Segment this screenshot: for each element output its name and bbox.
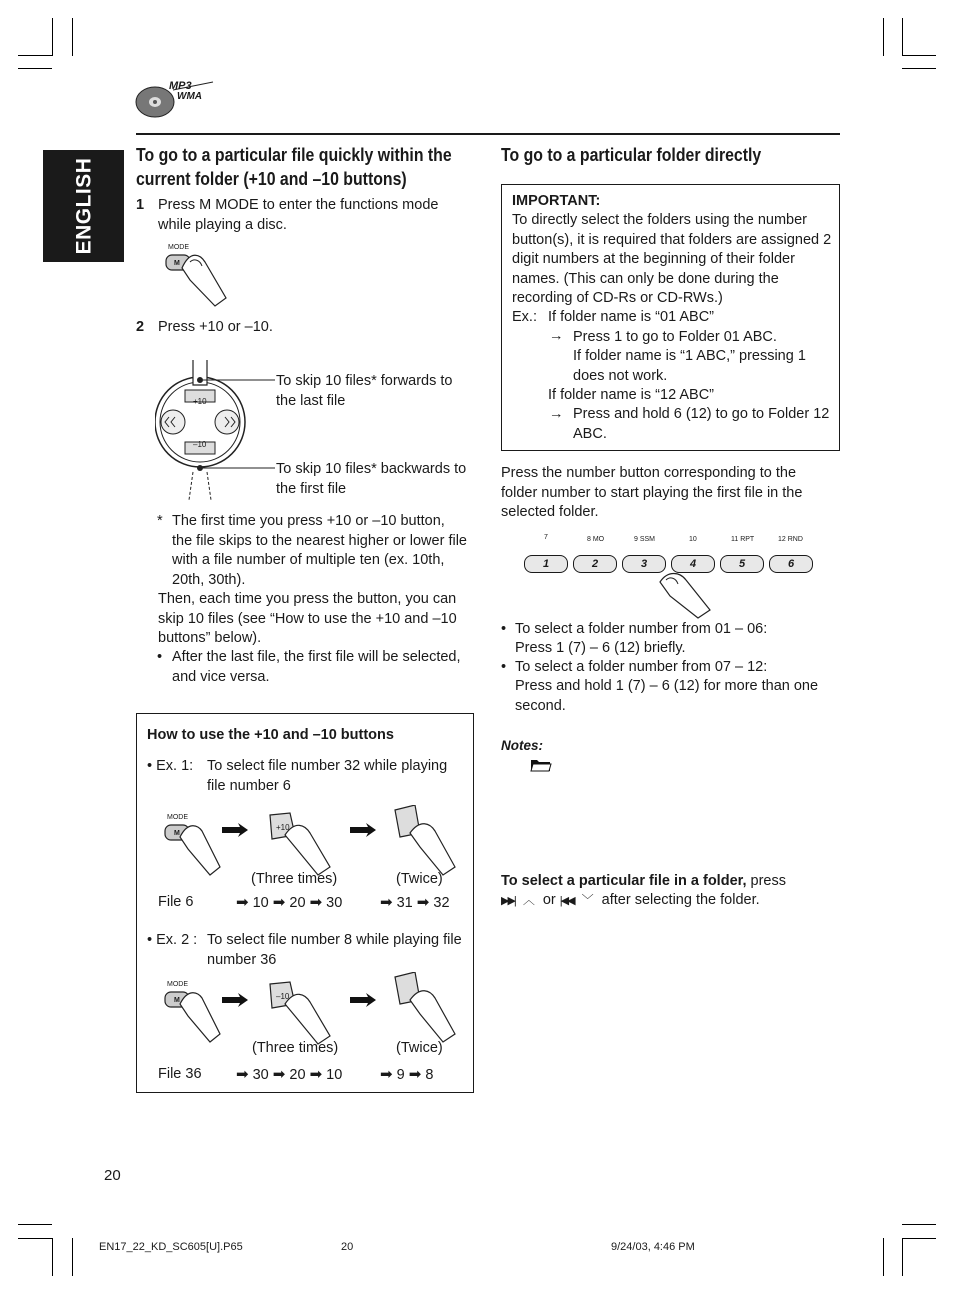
- logo-wma: WMA: [177, 91, 202, 102]
- finger-icon: [520, 530, 820, 620]
- ex-label: Ex.:: [512, 309, 537, 325]
- ex1-plus10-label: +10: [276, 823, 290, 832]
- folder-icon: [530, 758, 552, 772]
- arrow-icon: ➡: [416, 894, 430, 911]
- right-heading: To go to a particular folder directly: [501, 145, 762, 165]
- arrow-icon: ➡: [272, 894, 286, 911]
- ex1-sequence-a: [236, 893, 342, 914]
- number-keys-illustration: [520, 530, 820, 620]
- ex-line1b: If folder name is “1 ABC,” pressing 1 does not work.: [573, 348, 806, 384]
- number-key-5: 5: [720, 555, 764, 573]
- plus10-label: +10: [193, 397, 207, 406]
- mode-label: MODE: [168, 244, 189, 251]
- select-file-bold: To select a particular file in a folder,: [501, 873, 747, 889]
- important-title: IMPORTANT:: [512, 193, 601, 209]
- key-top-5: 11 RPT: [731, 536, 755, 543]
- bullet-dot: •: [501, 659, 507, 675]
- key-top-1: 7: [544, 534, 548, 541]
- chevron-down-icon: ﹀: [581, 893, 594, 907]
- ex1-seq-a-1: 20: [289, 895, 306, 911]
- ex1-text: To select file number 32 while playing file number 6: [207, 758, 448, 794]
- ex2-seq-a-1: 20: [289, 1067, 306, 1083]
- arrow-right-icon: →: [549, 328, 564, 344]
- arrow-right-icon: →: [549, 406, 564, 422]
- logo-mp3: MP3: [169, 80, 192, 92]
- ex-arrow1: Press 1 to go to Folder 01 ABC.: [573, 329, 777, 345]
- footnote-star: *: [157, 513, 163, 529]
- select-file-line2: [501, 891, 760, 912]
- bullet2-line1: To select a folder number from 07 – 12:: [515, 659, 768, 675]
- number-key-1: 1: [524, 555, 568, 573]
- bullet1-line1: To select a folder number from 01 – 06:: [515, 621, 768, 637]
- select-file-press: press: [746, 873, 787, 889]
- top-rule: [136, 133, 840, 135]
- ex1-seq-b-0: 31: [396, 895, 413, 911]
- footer-center-number: 20: [341, 1241, 354, 1253]
- ex1-three-times: (Three times): [251, 871, 338, 887]
- mp3-wma-logo: [133, 80, 223, 122]
- step2-text: Press +10 or –10.: [158, 319, 273, 335]
- press-text: Press the number button corresponding to the folder number to start playing the first file in the selected folder.: [501, 465, 803, 520]
- key-top-2: 8 MO: [587, 536, 605, 543]
- ex1-mode-label: MODE: [167, 814, 188, 821]
- ex2-label: • Ex. 2 :: [147, 932, 198, 948]
- prev-track-icon: |◀◀: [559, 895, 574, 907]
- important-text: To directly select the folders using the number button(s), it is required that folders are assigned 2 digit numbers at the beginning of their folder names. (This can only be done during the recording of CD-Rs or CD-RWs.): [512, 212, 832, 306]
- left-heading: To go to a particular file quickly within the current folder (+10 and –10 buttons): [136, 145, 452, 189]
- number-key-4: 4: [671, 555, 715, 573]
- ex2-minus10-label: –10: [276, 992, 290, 1001]
- footer-file: EN17_22_KD_SC605[U].P65: [99, 1241, 243, 1253]
- ex1-seq-a-2: 30: [326, 895, 343, 911]
- callout-forward: To skip 10 files* forwards to the last file: [276, 373, 453, 409]
- arrow-icon: ➡: [309, 1066, 323, 1083]
- ex2-text: To select file number 8 while playing file number 36: [207, 932, 462, 968]
- howto-title: How to use the +10 and –10 buttons: [147, 727, 394, 743]
- bullet1-line2: Press 1 (7) – 6 (12) briefly.: [515, 640, 686, 656]
- mode-button-illustration: [160, 240, 240, 310]
- key-top-3: 9 SSM: [634, 536, 656, 543]
- bullet-after-last: After the last file, the first file will be selected, and vice versa.: [172, 649, 461, 685]
- footnote-text: The first time you press +10 or –10 button, the file skips to the nearest higher or lower file with a file number of multiple ten (ex. 10th, 20th, 30th).: [172, 513, 467, 588]
- bullet-dot: •: [157, 649, 163, 665]
- ex2-sequence-b: [380, 1065, 433, 1086]
- footer-date: 9/24/03, 4:46 PM: [611, 1241, 695, 1253]
- ex1-seq-a-0: 10: [252, 895, 269, 911]
- select-file-line1: [501, 872, 786, 892]
- ex2-sequence-a: [236, 1065, 342, 1086]
- ex1-label: • Ex. 1:: [147, 758, 194, 774]
- number-key-3: 3: [622, 555, 666, 573]
- ex2-illustration: [160, 972, 460, 1047]
- arrow-icon: ➡: [272, 1066, 286, 1083]
- ex-line2: If folder name is “12 ABC”: [548, 387, 715, 403]
- select-file-after: after selecting the folder.: [601, 892, 760, 908]
- ex1-twice: (Twice): [396, 871, 443, 887]
- arrow-icon: ➡: [408, 1066, 422, 1083]
- bullet2-line2: Press and hold 1 (7) – 6 (12) for more than one second.: [515, 678, 819, 714]
- ex-line1: If folder name is “01 ABC”: [548, 309, 715, 325]
- ex2-three-times: (Three times): [252, 1040, 339, 1056]
- ex1-sequence-b: [380, 893, 450, 914]
- chevron-up-icon: ︿: [522, 893, 535, 907]
- ex1-illustration: [160, 805, 460, 880]
- ex2-seq-b-1: 8: [425, 1067, 434, 1083]
- ex-arrow2: Press and hold 6 (12) to go to Folder 12 ABC.: [573, 406, 830, 442]
- callout-backward: To skip 10 files* backwards to the first file: [276, 461, 467, 497]
- language-tab-label: ENGLISH: [71, 157, 95, 255]
- ex2-mode-label: MODE: [167, 981, 188, 988]
- next-track-icon: ▶▶|: [501, 895, 515, 907]
- step2-number: 2: [136, 319, 145, 335]
- step1-number: 1: [136, 197, 145, 213]
- arrow-icon: ➡: [236, 894, 249, 911]
- arrow-icon: ➡: [380, 894, 393, 911]
- step1-text: Press M MODE to enter the functions mode while playing a disc.: [158, 197, 439, 233]
- language-tab: [43, 150, 124, 262]
- arrow-icon: ➡: [380, 1066, 393, 1083]
- key-top-4: 10: [689, 536, 697, 543]
- page-number: 20: [104, 1167, 121, 1184]
- ex2-seq-a-2: 10: [326, 1067, 343, 1083]
- ex2-twice: (Twice): [396, 1040, 443, 1056]
- number-key-2: 2: [573, 555, 617, 573]
- ex2-seq-b-0: 9: [396, 1067, 405, 1083]
- select-file-or: or: [542, 892, 556, 908]
- then-text: Then, each time you press the button, you can skip 10 files (see “How to use the +10 and –10 buttons” below).: [158, 591, 457, 646]
- ex2-file: File 36: [158, 1066, 202, 1082]
- bullet-dot: •: [501, 621, 507, 637]
- key-top-6: 12 RND: [778, 536, 803, 543]
- ex1-m-label: M: [174, 830, 180, 837]
- number-key-6: 6: [769, 555, 813, 573]
- notes-label: Notes:: [501, 738, 544, 753]
- ex1-file: File 6: [158, 894, 194, 910]
- arrow-icon: ➡: [309, 894, 323, 911]
- ex2-seq-a-0: 30: [252, 1067, 269, 1083]
- minus10-label: –10: [193, 440, 207, 449]
- arrow-icon: ➡: [236, 1066, 249, 1083]
- ex1-seq-b-1: 32: [433, 895, 450, 911]
- m-label: M: [174, 260, 180, 267]
- ex2-m-label: M: [174, 997, 180, 1004]
